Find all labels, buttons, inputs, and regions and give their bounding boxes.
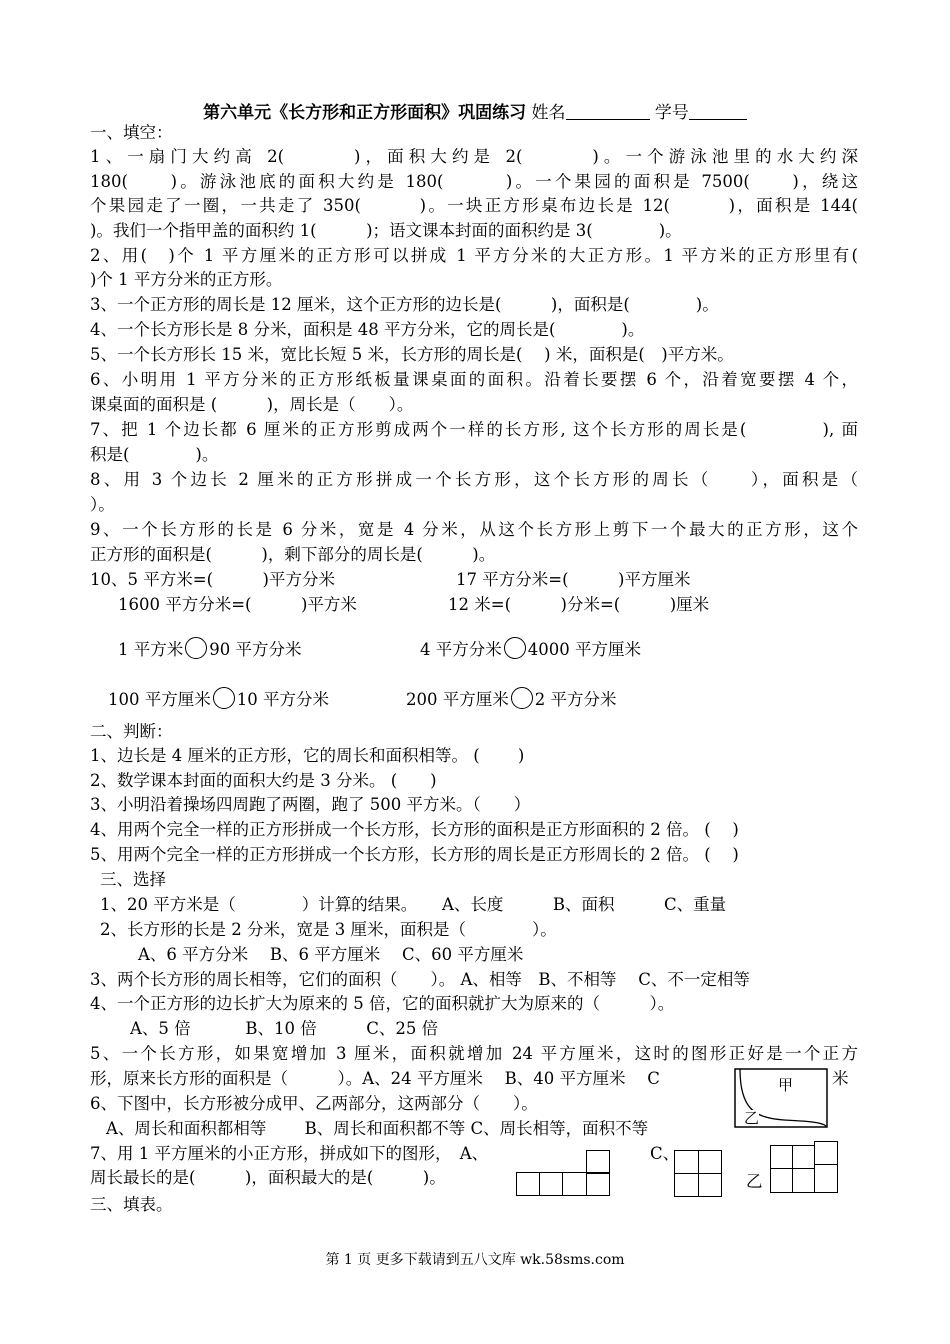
question-line: 正方形的面积是( )，剩下部分的周长是( )。 [90, 545, 496, 564]
unit-square [586, 1150, 610, 1174]
choice-options: A、5 倍 B、10 倍 C、25 倍 [130, 1019, 439, 1038]
compare-circle[interactable] [511, 687, 533, 709]
choice-item: 1、20 平方米是（ ）计算的结果。 A、长度 B、面积 C、重量 [100, 895, 727, 914]
question-line: 1、一扇门大约高 2( )，面积大约是 2( )。一个游泳池里的水大约深 [90, 147, 858, 166]
section-1-heading: 一、填空： [90, 123, 173, 142]
unit-square [770, 1168, 793, 1193]
choice-options: A、6 平方分米 B、6 平方厘米 C、60 平方厘米 [138, 945, 524, 964]
unit-square [792, 1145, 815, 1169]
compare-circle[interactable] [185, 637, 207, 659]
question-line: )。我们一个指甲盖的面积约 1( )；语文课本封面的面积约是 3( )。 [90, 221, 682, 240]
name-blank[interactable] [566, 103, 650, 120]
judge-item: 3、小明沿着操场四周跑了两圈，跑了 500 平方米。（ ） [90, 795, 531, 814]
unit-square [770, 1145, 793, 1169]
figure-c-squares [674, 1150, 724, 1198]
unit-square [586, 1172, 610, 1196]
choice-item: 6、下图中，长方形被分成甲、乙两部分，这两部分（ ）。 [90, 1094, 538, 1113]
judge-item: 1、边长是 4 厘米的正方形，它的周长和面积相等。 ( ) [90, 746, 525, 765]
compare-item: 4 平方分米 4000 平方厘米 [420, 637, 641, 661]
id-label: 学号 [654, 103, 689, 123]
page-title [0, 98, 950, 123]
compare-item: 100 平方厘米 10 平方分米 [108, 687, 329, 711]
unit-square [698, 1173, 722, 1197]
unit-square [674, 1150, 699, 1174]
question-line: 个果园走了一圈，一共走了 350( )。一块正方形桌布边长是 12( )，面积是 144( [90, 196, 858, 215]
compare-circle[interactable] [213, 687, 235, 709]
figure-yi-part-label: 乙 [744, 1109, 760, 1127]
section-2-heading: 二、判断： [90, 722, 173, 741]
question-line: 2、用( )个 1 平方厘米的正方形可以拼成 1 平方分米的大正方形。1 平方米的正方形里有( [90, 246, 858, 265]
choice-item-tail: 米 [832, 1069, 849, 1088]
question-line: 9、一个长方形的长是 6 分米，宽是 4 分米，从这个长方形上剪下一个最大的正方形，这个 [90, 520, 858, 539]
choice-item: 2、长方形的长是 2 分米，宽是 3 厘米，面积是（ ）。 [100, 920, 557, 939]
conversion-item: 17 平方分米=( )平方厘米 [456, 570, 691, 589]
question-line: 积是( )。 [90, 445, 219, 464]
question-line: )个 1 平方分米的正方形。 [90, 270, 283, 289]
fill-table-heading: 三、填表。 [90, 1195, 173, 1214]
figure-yi-squares [770, 1141, 840, 1195]
judge-item: 5、用两个完全一样的正方形拼成一个长方形，长方形的周长是正方形周长的 2 倍。 ( ) [90, 845, 739, 864]
compare-circle[interactable] [504, 637, 526, 659]
unit-square [814, 1164, 838, 1193]
page-footer: 第 1 页 更多下载请到五八文库 wk.58sms.com [325, 1252, 625, 1268]
conversion-item: 1600 平方分米=( )平方米 [118, 595, 357, 614]
section-3-heading: 三、选择 [100, 870, 166, 889]
question-line: 7、把 1 个边长都 6 厘米的正方形剪成两个一样的长方形, 这个长方形的周长是( ), 面 [90, 420, 858, 439]
figure-a-squares [516, 1150, 612, 1196]
choice-options: A、周长和面积都相等 B、周长和面积都不等 C、周长相等，面积不等 [106, 1119, 649, 1138]
unit-square [562, 1172, 587, 1196]
id-blank[interactable] [689, 103, 747, 120]
unit-square [698, 1150, 722, 1174]
unit-square [792, 1168, 815, 1193]
judge-item: 4、用两个完全一样的正方形拼成一个长方形，长方形的面积是正方形面积的 2 倍。 ( ) [90, 820, 739, 839]
choice-item: 5、一个长方形，如果宽增加 3 厘米，面积就增加 24 平方厘米，这时的图形正好是一个正方 [90, 1044, 858, 1063]
choice-item: 4、一个正方形的边长扩大为原来的 5 倍，它的面积就扩大为原来的（ ）。 [90, 994, 675, 1013]
question-line: 180( )。游泳池底的面积大约是 180( )。一个果园的面积是 7500( )，绕这 [90, 172, 858, 191]
choice-item: 周长最长的是( )，面积最大的是( )。 [90, 1168, 446, 1187]
figure-yi-label: 乙 [746, 1172, 763, 1191]
unit-square [814, 1141, 838, 1165]
judge-item: 2、数学课本封面的面积大约是 3 分米。 ( ) [90, 771, 437, 790]
unit-square [539, 1172, 563, 1196]
question-line: 课桌面的面积是 ( )，周长是（ ）。 [90, 395, 414, 414]
question-line: 5、一个长方形长 15 米，宽比长短 5 米，长方形的周长是( ) 米，面积是( )平方米。 [90, 345, 734, 364]
question-line: 3、一个正方形的周长是 12 厘米，这个正方形的边长是( )，面积是( )。 [90, 295, 719, 314]
conversion-item: 12 米=( )分米=( )厘米 [448, 595, 710, 614]
question-line: 4、一个长方形长是 8 分米，面积是 48 平方分米，它的周长是( )。 [90, 320, 645, 339]
compare-item: 200 平方厘米 2 平方分米 [406, 687, 617, 711]
compare-item: 1 平方米 90 平方分米 [118, 637, 302, 661]
question-line: ）。 [90, 495, 115, 514]
choice-item: 形，原来长方形的面积是（ ）。A、24 平方厘米 B、40 平方厘米 C [90, 1069, 660, 1088]
question-line: 6、小明用 1 平方分米的正方形纸板量课桌面的面积。沿着长要摆 6 个，沿着宽要摆 4 个， [90, 370, 858, 389]
split-rectangle-figure [734, 1068, 828, 1128]
unit-square [516, 1172, 540, 1196]
figure-c-label: C、 [650, 1144, 680, 1163]
unit-square [674, 1173, 699, 1197]
name-label: 姓名 [531, 103, 566, 123]
conversion-item: 10、5 平方米=( )平方分米 [90, 570, 335, 589]
figure-jia-label: 甲 [778, 1076, 794, 1094]
choice-item: 7、用 1 平方厘米的小正方形，拼成如下的图形， A、 [90, 1144, 489, 1163]
question-line: 8、用 3 个边长 2 厘米的正方形拼成一个长方形，这个长方形的周长（ ），面积是（ [90, 470, 858, 489]
title-main: 第六单元《长方形和正方形面积》巩固练习 [203, 103, 527, 123]
choice-item: 3、两个长方形的周长相等，它们的面积（ ）。 A、相等 B、不相等 C、不一定相等 [90, 970, 750, 989]
